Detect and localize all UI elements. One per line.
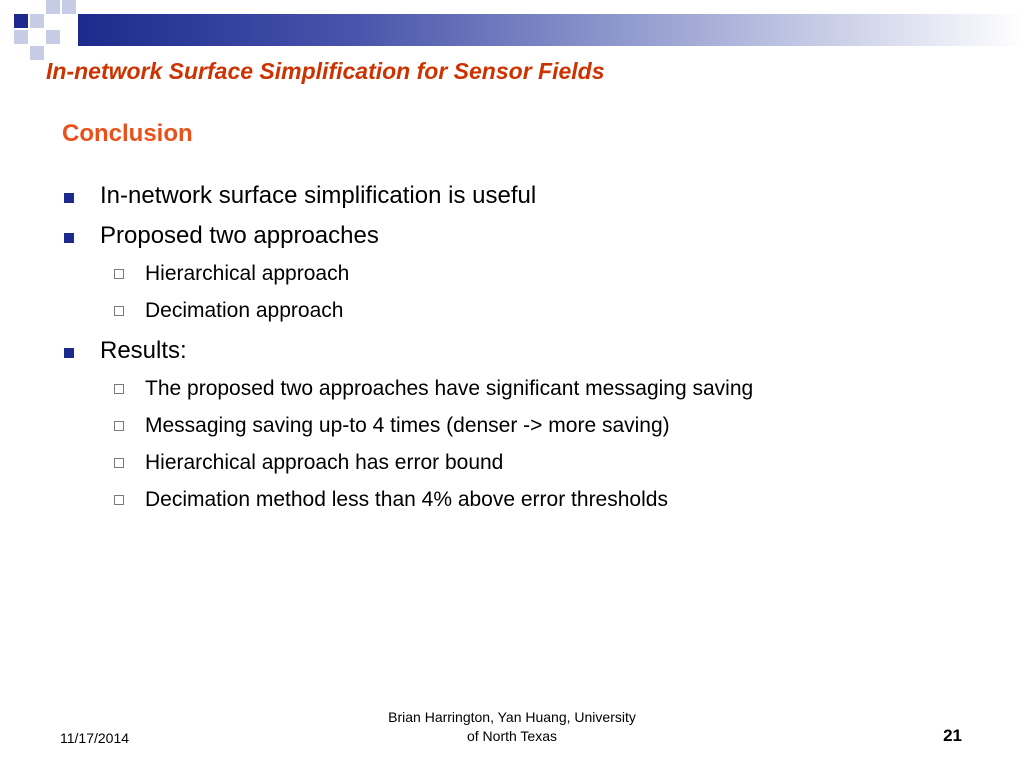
sub-bullet-text: Decimation method less than 4% above error thresholds xyxy=(145,488,668,511)
footer-author xyxy=(350,708,674,746)
hollow-square-bullet-icon xyxy=(114,384,124,394)
bullet-text: Results: xyxy=(100,337,187,364)
slide-title: In-network Surface Simplification for Sensor Fields xyxy=(46,58,605,84)
hollow-square-bullet-icon xyxy=(114,458,124,468)
page-number: 21 xyxy=(943,726,962,745)
bullet-text: In-network surface simplification is useful xyxy=(100,182,537,209)
square-bullet-icon xyxy=(64,193,74,203)
sub-bullet-text: Decimation approach xyxy=(145,299,344,322)
hollow-square-bullet-icon xyxy=(114,495,124,505)
slide-subtitle: Conclusion xyxy=(62,120,193,147)
footer-date: 11/17/2014 xyxy=(60,730,130,746)
square-bullet-icon xyxy=(64,233,74,243)
footer-author-line-1: Brian Harrington, Yan Huang, University xyxy=(388,709,636,725)
footer-author-line-2: of North Texas xyxy=(466,728,557,744)
sub-bullet-text: The proposed two approaches have significant messaging saving xyxy=(145,377,754,400)
hollow-square-bullet-icon xyxy=(114,306,124,316)
square-bullet-icon xyxy=(64,348,74,358)
sub-bullet-text: Hierarchical approach has error bound xyxy=(145,451,504,474)
sub-bullet-text: Hierarchical approach xyxy=(145,262,350,285)
hollow-square-bullet-icon xyxy=(114,269,124,279)
hollow-square-bullet-icon xyxy=(114,421,124,431)
bullet-text: Proposed two approaches xyxy=(100,222,379,249)
sub-bullet-text: Messaging saving up-to 4 times (denser -> more saving) xyxy=(145,414,670,437)
